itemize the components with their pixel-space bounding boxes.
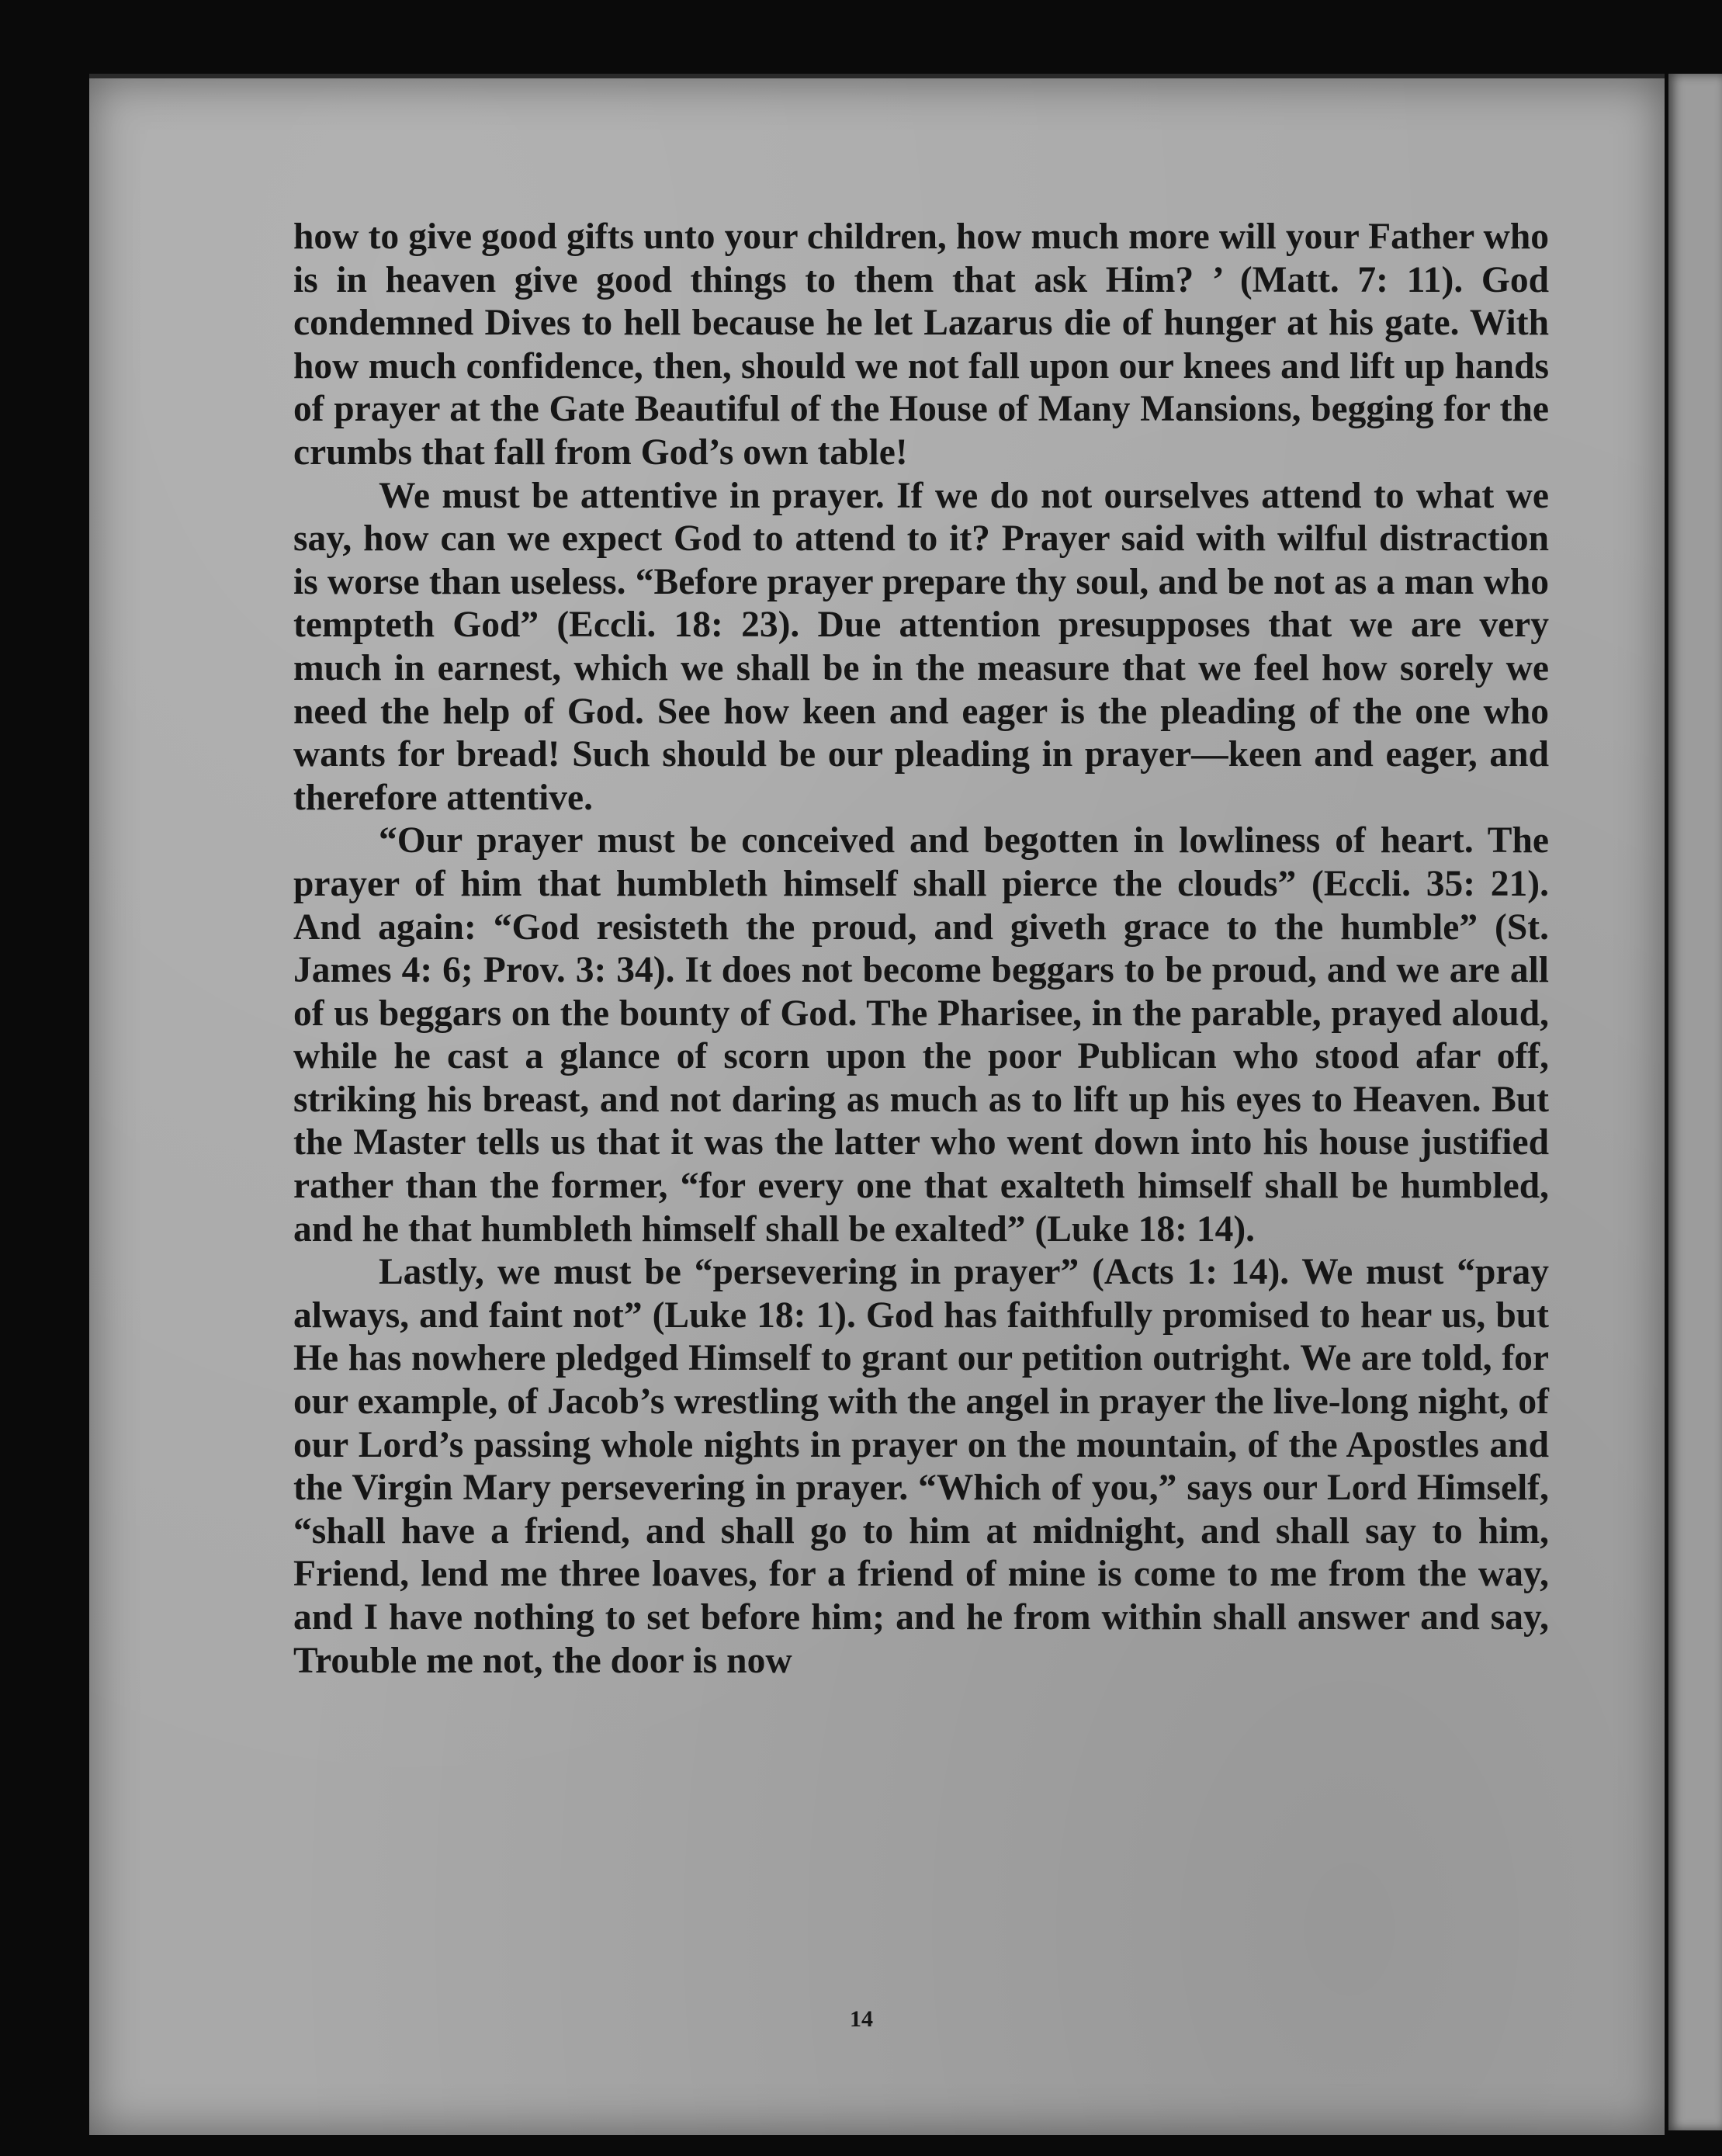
body-text [293, 216, 1549, 1683]
paragraph-3: “Our prayer must be conceived and begotten in lowliness of heart. The prayer of him that humbleth himself shall pierce the clouds” (Eccli. 35: 21). And again: “God resisteth the proud, and giveth grace to the humble” (St. James 4: 6; Prov. 3: 34). It does not become beggars to be proud, and we are all of us beggars on the bounty of God. The Pharisee, in the parable, prayed aloud, while he cast a glance of scorn upon the poor Publican who stood afar off, striking his breast, and not daring as much as to lift up his eyes to Heaven. But the Master tells us that it was the latter who went down into his house justified rather than the former, “for every one that exalteth himself shall be humbled, and he that humbleth himself shall be exalted” (Luke 18: 14). [293, 820, 1549, 1250]
paragraph-4: Lastly, we must be “persevering in prayer” (Acts 1: 14). We must “pray always, and faint not” (Luke 18: 1). God has faithfully promised to hear us, but He has nowhere pledged Himself to grant our petition outright. We are told, for our example, of Jacob’s wrestling with the angel in prayer the live-long night, of our Lord’s passing whole nights in prayer on the mountain, of the Apostles and the Virgin Mary persevering in prayer. “Which of you,” says our Lord Himself, “shall have a friend, and shall go to him at midnight, and shall say to him, Friend, lend me three loaves, for a friend of mine is come to me from the way, and I have nothing to set before him; and he from within shall answer and say, Trouble me not, the door is now [293, 1252, 1549, 1681]
page-number: 14 [850, 2006, 873, 2032]
paragraph-1: how to give good gifts unto your children, how much more will your Father who is in heaven give good things to them that ask Him? ’ (Matt. 7: 11). God condemned Dives to hell because he let Lazarus die of hunger at his gate. With how much confidence, then, should we not fall upon our knees and lift up hands of prayer at the Gate Beautiful of the House of Many Mansions, begging for the crumbs that fall from God’s own table! [293, 217, 1549, 473]
adjacent-page-edge [1668, 74, 1722, 2130]
paragraph-2: We must be attentive in prayer. If we do not ourselves attend to what we say, how can we expect God to attend to it? Prayer said with wilful distraction is worse than useless. “Before prayer prepare thy soul, and be not as a man who tempteth God” (Eccli. 18: 23). Due attention presupposes that we are very much in earnest, which we shall be in the measure that we feel how sorely we need the help of God. See how keen and eager is the pleading of the one who wants for bread! Such should be our pleading in prayer—keen and eager, and therefore attentive. [293, 475, 1549, 818]
